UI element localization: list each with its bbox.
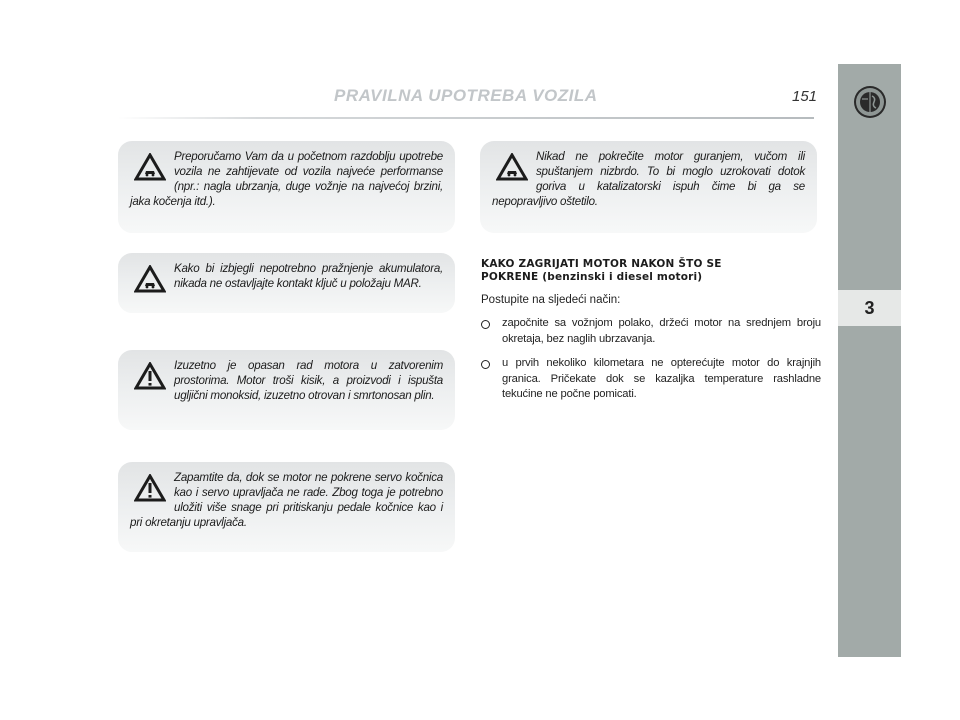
bullet-circle-icon [481, 360, 490, 369]
warning-text: Zapamtite da, dok se motor ne pokrene servo kočnica kao i servo upravljača ne rade. Zbog toga je potrebno uložiti više snage pri pritiskanju pedale kočnice kao i pri okretanju upravljača. [130, 471, 443, 529]
car-warning-icon [134, 265, 166, 293]
warning-box [118, 350, 455, 430]
danger-warning-icon [134, 362, 166, 390]
warning-box [480, 141, 817, 233]
section-heading-line: POKRENE (benzinski i diesel motori) [481, 271, 703, 283]
car-warning-icon [496, 153, 528, 181]
header-divider [118, 117, 814, 119]
page-number: 151 [792, 88, 818, 105]
brand-logo-icon [853, 85, 887, 119]
bullet-list [481, 316, 821, 412]
warning-text: Preporučamo Vam da u početnom razdoblju upotrebe vozila ne zahtijevate od vozila najveće performanse (npr.: nagla ubrzanja, duge vožnje na najvećoj brzini, jaka kočenja itd.). [130, 150, 443, 208]
list-item-text: započnite sa vožnjom polako, držeći motor na srednjem broju okretaja, bez naglih ubrzavanja. [502, 317, 821, 345]
warning-box [118, 462, 455, 552]
danger-warning-icon [134, 474, 166, 502]
warning-box [118, 253, 455, 313]
page-header-title: PRAVILNA UPOTREBA VOZILA [334, 86, 598, 105]
list-item [481, 316, 821, 347]
list-item [481, 356, 821, 403]
section-heading-line: KAKO ZAGRIJATI MOTOR NAKON ŠTO SE [481, 258, 722, 270]
section-intro: Postupite na sljedeći način: [481, 294, 621, 306]
warning-text: Izuzetno je opasan rad motora u zatvorenim prostorima. Motor troši kisik, a proizvodi i ispušta ugljični monoksid, izuzetno otrovan i smrtonosan plin. [174, 359, 443, 402]
section-heading [481, 258, 821, 284]
car-warning-icon [134, 153, 166, 181]
warning-box [118, 141, 455, 233]
chapter-sidebar [838, 64, 901, 657]
warning-text: Kako bi izbjegli nepotrebno pražnjenje akumulatora, nikada ne ostavljajte kontakt ključ u položaju MAR. [174, 262, 443, 290]
list-item-text: u prvih nekoliko kilometara ne opterećujte motor do krajnjih granica. Pričekate dok se kazaljka temperature rashladne tekućine ne počne pomicati. [502, 357, 821, 400]
warning-text: Nikad ne pokrečite motor guranjem, vučom ili spuštanjem nizbrdo. To bi moglo uzrokovati dotok goriva u katalizatorski ispuh čime bi ga se nepopravljivo oštetilo. [492, 150, 805, 208]
chapter-tab[interactable]: 3 [838, 290, 901, 326]
bullet-circle-icon [481, 320, 490, 329]
